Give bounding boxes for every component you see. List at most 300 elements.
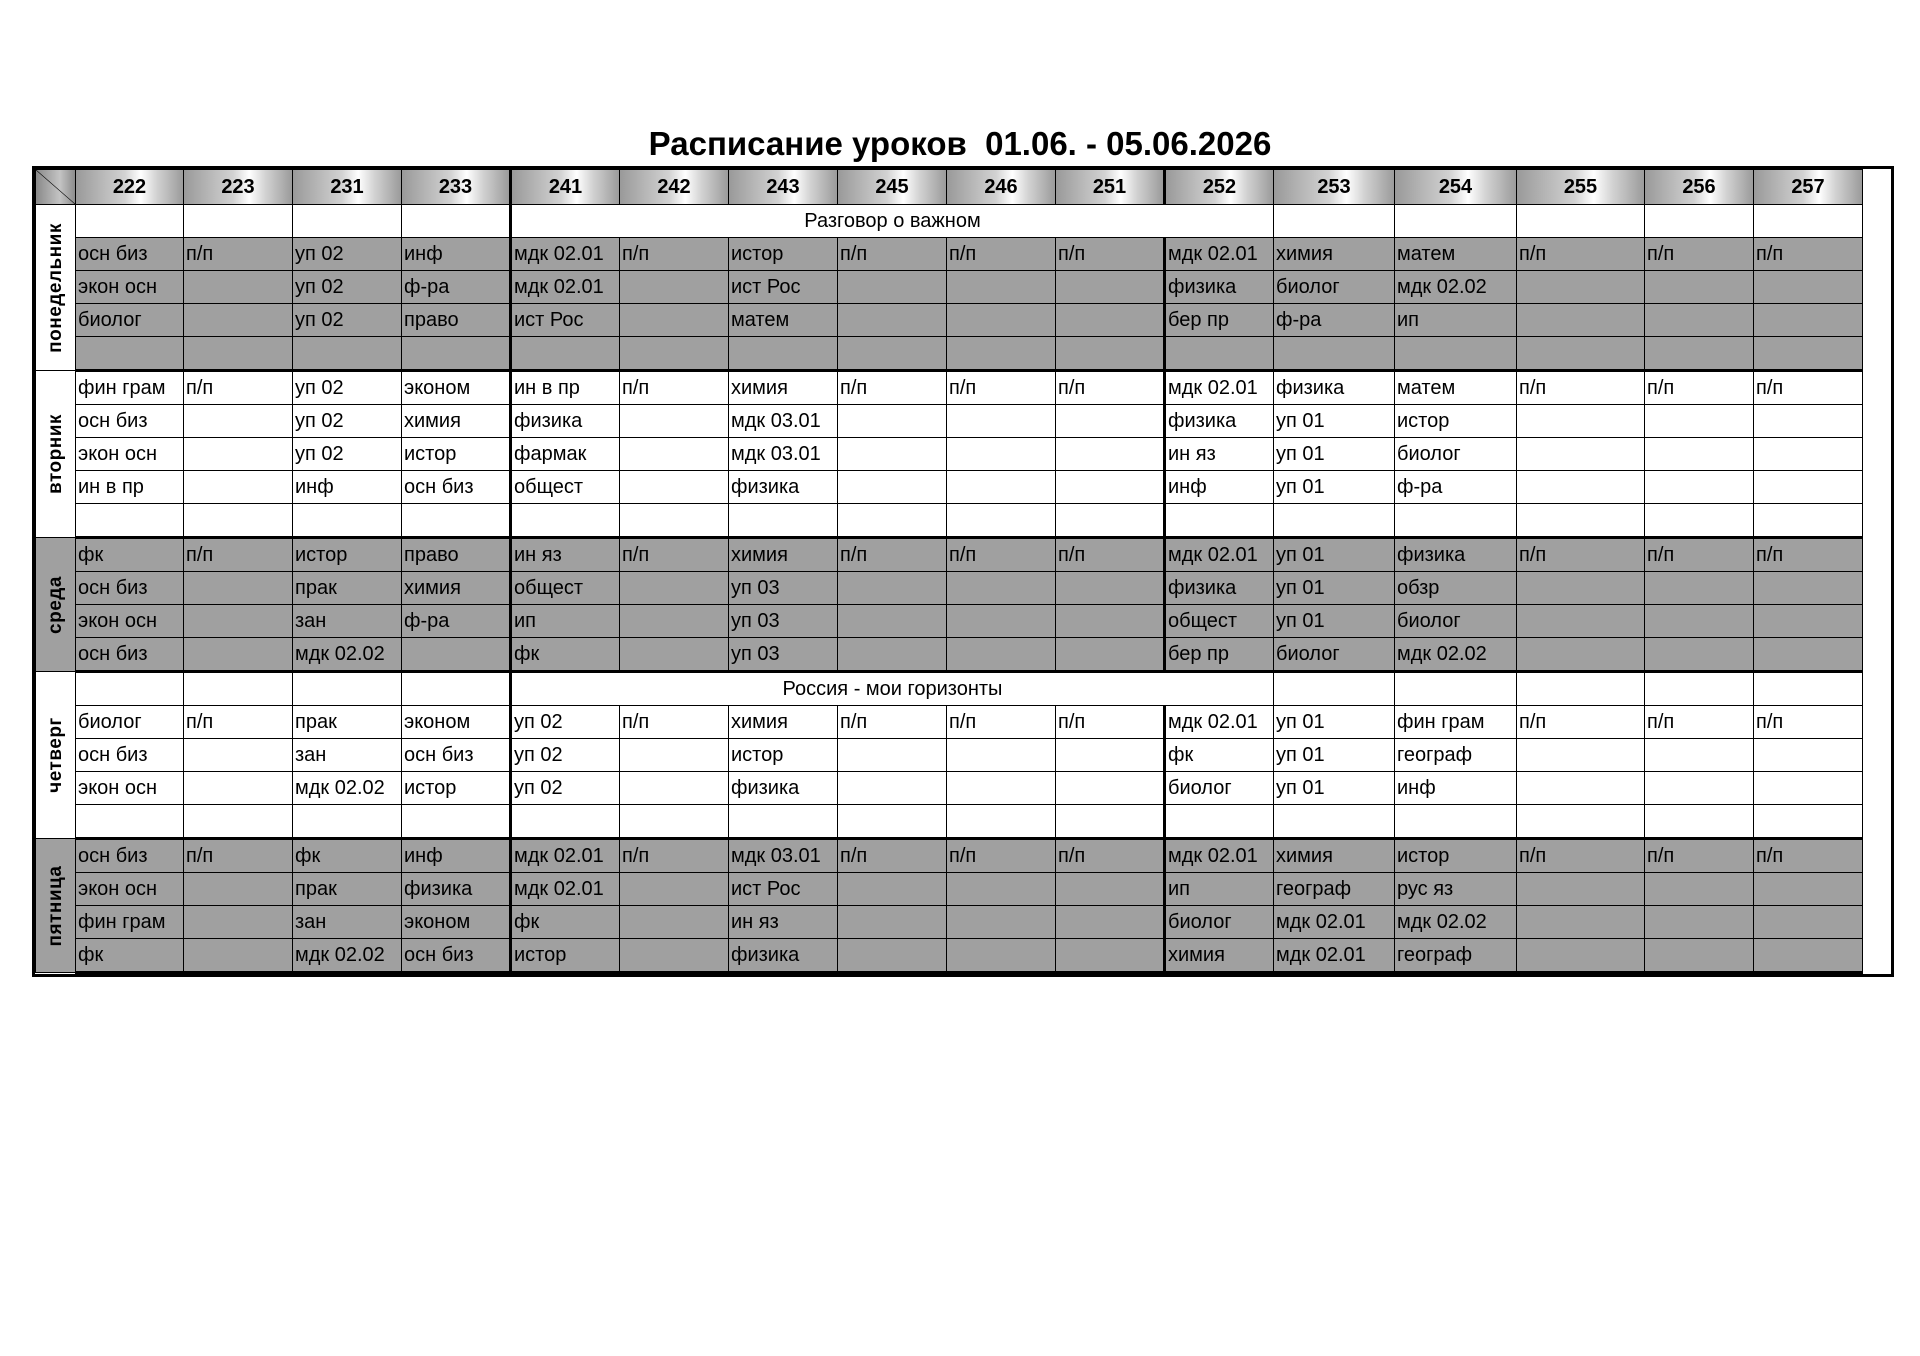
lesson-cell [1056, 337, 1165, 371]
lesson-cell: географ [1395, 939, 1517, 973]
room-header: 251 [1056, 170, 1165, 205]
day-label [36, 538, 76, 672]
lesson-cell: зан [293, 739, 402, 772]
lesson-row [36, 337, 1920, 371]
lesson-cell: уп 02 [293, 405, 402, 438]
lesson-cell [1517, 304, 1645, 337]
lesson-row [36, 638, 1920, 672]
lesson-cell: инф [402, 839, 511, 873]
lesson-cell [1645, 873, 1754, 906]
lesson-cell [1056, 304, 1165, 337]
lesson-cell [620, 939, 729, 973]
lesson-cell [1645, 405, 1754, 438]
lesson-cell: фк [76, 939, 184, 973]
lesson-cell: уп 02 [511, 739, 620, 772]
day-name: вторник [44, 414, 66, 494]
lesson-cell [947, 504, 1056, 538]
event-banner: Россия - мои горизонты [511, 672, 1274, 706]
lesson-cell [1056, 504, 1165, 538]
lesson-cell: уп 02 [293, 438, 402, 471]
empty-cell [1645, 205, 1754, 238]
lesson-cell [1056, 873, 1165, 906]
day-label [36, 672, 76, 839]
lesson-cell: уп 01 [1274, 538, 1395, 572]
lesson-cell [1754, 873, 1863, 906]
lesson-cell [1395, 805, 1517, 839]
lesson-cell: уп 01 [1274, 772, 1395, 805]
lesson-cell: физика [1395, 538, 1517, 572]
lesson-cell [402, 504, 511, 538]
lesson-row [36, 706, 1920, 739]
lesson-cell [947, 605, 1056, 638]
lesson-cell: ист Рос [729, 271, 838, 304]
day-label [36, 371, 76, 538]
lesson-cell [1754, 906, 1863, 939]
lesson-cell [1517, 805, 1645, 839]
lesson-row [36, 572, 1920, 605]
lesson-cell [838, 304, 947, 337]
lesson-cell: эконом [402, 371, 511, 405]
lesson-cell: уп 01 [1274, 739, 1395, 772]
lesson-cell: ин яз [729, 906, 838, 939]
lesson-cell: фк [511, 906, 620, 939]
lesson-cell: экон осн [76, 772, 184, 805]
lesson-cell: прак [293, 572, 402, 605]
lesson-cell [1517, 605, 1645, 638]
lesson-cell: мдк 02.01 [1165, 238, 1274, 271]
lesson-cell [947, 939, 1056, 973]
lesson-cell: п/п [838, 371, 947, 405]
lesson-cell [1165, 337, 1274, 371]
lesson-cell: эконом [402, 706, 511, 739]
lesson-cell [184, 504, 293, 538]
lesson-cell: ф-ра [1395, 471, 1517, 504]
lesson-cell [184, 906, 293, 939]
lesson-cell [1754, 772, 1863, 805]
lesson-cell: инф [1165, 471, 1274, 504]
lesson-cell: прак [293, 706, 402, 739]
lesson-cell: ф-ра [402, 605, 511, 638]
lesson-cell [1645, 739, 1754, 772]
lesson-cell: биолог [1165, 772, 1274, 805]
lesson-cell [838, 271, 947, 304]
lesson-cell: п/п [947, 371, 1056, 405]
lesson-cell [1754, 572, 1863, 605]
lesson-cell: мдк 03.01 [729, 438, 838, 471]
lesson-cell: п/п [838, 238, 947, 271]
lesson-cell [620, 504, 729, 538]
lesson-cell: бер пр [1165, 638, 1274, 672]
banner-row [36, 205, 1920, 238]
lesson-cell: п/п [1056, 706, 1165, 739]
lesson-cell [76, 337, 184, 371]
lesson-cell [1645, 805, 1754, 839]
lesson-cell [947, 638, 1056, 672]
lesson-cell [620, 772, 729, 805]
lesson-cell: мдк 02.02 [1395, 906, 1517, 939]
lesson-cell [1517, 405, 1645, 438]
lesson-cell: химия [402, 572, 511, 605]
lesson-cell [620, 906, 729, 939]
lesson-cell [1274, 504, 1395, 538]
lesson-cell [947, 906, 1056, 939]
lesson-cell [1395, 337, 1517, 371]
lesson-cell [76, 805, 184, 839]
day-name: понедельник [44, 222, 66, 353]
lesson-cell: биолог [1274, 271, 1395, 304]
lesson-cell: мдк 02.01 [1274, 906, 1395, 939]
lesson-cell: инф [1395, 772, 1517, 805]
lesson-cell: осн биз [76, 739, 184, 772]
lesson-cell: мдк 03.01 [729, 405, 838, 438]
lesson-cell [620, 739, 729, 772]
lesson-cell: право [402, 304, 511, 337]
lesson-cell [620, 271, 729, 304]
lesson-cell: прак [293, 873, 402, 906]
lesson-cell: п/п [1645, 538, 1754, 572]
lesson-cell: физика [1165, 271, 1274, 304]
event-banner: Разговор о важном [511, 205, 1274, 238]
lesson-cell [1056, 939, 1165, 973]
lesson-cell: ист Рос [511, 304, 620, 337]
room-header: 223 [184, 170, 293, 205]
lesson-cell [947, 438, 1056, 471]
lesson-cell [1056, 772, 1165, 805]
lesson-cell [1056, 605, 1165, 638]
lesson-cell: истор [293, 538, 402, 572]
empty-cell [76, 205, 184, 238]
lesson-row [36, 304, 1920, 337]
lesson-cell: п/п [1056, 371, 1165, 405]
lesson-cell [1517, 873, 1645, 906]
lesson-cell: фк [293, 839, 402, 873]
lesson-cell: зан [293, 906, 402, 939]
lesson-cell [1754, 939, 1863, 973]
lesson-cell: мдк 02.01 [511, 271, 620, 304]
empty-cell [1274, 672, 1395, 706]
lesson-row [36, 471, 1920, 504]
lesson-cell: экон осн [76, 873, 184, 906]
lesson-cell: мдк 02.02 [293, 939, 402, 973]
lesson-cell: экон осн [76, 438, 184, 471]
lesson-cell: п/п [1056, 238, 1165, 271]
empty-cell [1395, 205, 1517, 238]
lesson-cell: ф-ра [402, 271, 511, 304]
lesson-cell [947, 772, 1056, 805]
empty-cell [1517, 205, 1645, 238]
lesson-cell [293, 805, 402, 839]
lesson-cell: осн биз [402, 471, 511, 504]
lesson-cell: истор [729, 739, 838, 772]
lesson-cell [838, 939, 947, 973]
lesson-cell [620, 471, 729, 504]
lesson-cell: п/п [184, 238, 293, 271]
lesson-cell [402, 805, 511, 839]
lesson-cell [947, 572, 1056, 605]
lesson-cell: уп 03 [729, 638, 838, 672]
lesson-cell: осн биз [76, 572, 184, 605]
lesson-cell [1645, 438, 1754, 471]
lesson-row [36, 873, 1920, 906]
lesson-cell: осн биз [402, 739, 511, 772]
room-header: 243 [729, 170, 838, 205]
lesson-row [36, 605, 1920, 638]
lesson-cell: мдк 02.01 [1165, 706, 1274, 739]
lesson-cell: мдк 02.01 [511, 873, 620, 906]
lesson-cell: п/п [947, 538, 1056, 572]
lesson-cell: бер пр [1165, 304, 1274, 337]
lesson-cell: зан [293, 605, 402, 638]
day-name: пятница [44, 864, 66, 947]
lesson-cell [1754, 304, 1863, 337]
room-header: 252 [1165, 170, 1274, 205]
lesson-cell: физика [402, 873, 511, 906]
lesson-cell: общест [511, 572, 620, 605]
lesson-cell [1517, 906, 1645, 939]
lesson-cell [620, 572, 729, 605]
lesson-cell [729, 805, 838, 839]
lesson-cell [1056, 906, 1165, 939]
lesson-cell: фин грам [76, 371, 184, 405]
day-label [36, 205, 76, 371]
lesson-cell: фармак [511, 438, 620, 471]
lesson-cell [947, 337, 1056, 371]
lesson-cell [838, 572, 947, 605]
lesson-cell: рус яз [1395, 873, 1517, 906]
lesson-cell [838, 772, 947, 805]
empty-cell [1395, 672, 1517, 706]
lesson-cell: уп 01 [1274, 706, 1395, 739]
lesson-cell: эконом [402, 906, 511, 939]
lesson-cell [1165, 805, 1274, 839]
lesson-cell [1517, 572, 1645, 605]
room-header: 256 [1645, 170, 1754, 205]
lesson-cell: ин яз [511, 538, 620, 572]
lesson-cell: п/п [620, 706, 729, 739]
lesson-cell [1754, 504, 1863, 538]
lesson-cell: п/п [184, 706, 293, 739]
lesson-cell [293, 504, 402, 538]
lesson-row [36, 238, 1920, 271]
lesson-row [36, 906, 1920, 939]
lesson-cell [838, 405, 947, 438]
lesson-cell: химия [1165, 939, 1274, 973]
lesson-cell: обзр [1395, 572, 1517, 605]
lesson-cell: уп 02 [293, 238, 402, 271]
lesson-row [36, 271, 1920, 304]
lesson-cell: п/п [1754, 706, 1863, 739]
lesson-cell [511, 337, 620, 371]
lesson-cell [620, 304, 729, 337]
lesson-cell: уп 02 [293, 271, 402, 304]
lesson-cell [838, 605, 947, 638]
lesson-cell: мдк 02.01 [1165, 538, 1274, 572]
lesson-cell [1165, 504, 1274, 538]
lesson-cell: осн биз [402, 939, 511, 973]
lesson-cell [184, 572, 293, 605]
lesson-cell: п/п [1754, 371, 1863, 405]
lesson-cell [1517, 739, 1645, 772]
lesson-cell [1056, 638, 1165, 672]
empty-cell [1754, 205, 1863, 238]
lesson-cell: химия [402, 405, 511, 438]
room-header: 255 [1517, 170, 1645, 205]
empty-cell [1754, 672, 1863, 706]
lesson-cell [1056, 805, 1165, 839]
lesson-row [36, 371, 1920, 405]
lesson-cell [620, 405, 729, 438]
lesson-cell [1517, 504, 1645, 538]
lesson-cell: физика [1165, 405, 1274, 438]
lesson-cell: истор [402, 438, 511, 471]
room-header: 242 [620, 170, 729, 205]
lesson-cell: биолог [76, 706, 184, 739]
lesson-cell: истор [1395, 839, 1517, 873]
lesson-cell: п/п [1056, 538, 1165, 572]
lesson-cell [1056, 572, 1165, 605]
day-name: четверг [44, 717, 66, 793]
lesson-cell [1645, 605, 1754, 638]
lesson-cell: матем [1395, 371, 1517, 405]
lesson-cell: право [402, 538, 511, 572]
lesson-cell: географ [1395, 739, 1517, 772]
lesson-cell: уп 01 [1274, 405, 1395, 438]
lesson-cell [1645, 304, 1754, 337]
lesson-cell [838, 739, 947, 772]
empty-cell [1517, 672, 1645, 706]
lesson-cell [293, 337, 402, 371]
lesson-cell: химия [729, 538, 838, 572]
lesson-cell: инф [402, 238, 511, 271]
lesson-cell [838, 438, 947, 471]
lesson-cell [1645, 939, 1754, 973]
lesson-cell: экон осн [76, 605, 184, 638]
lesson-cell: п/п [838, 706, 947, 739]
lesson-row [36, 739, 1920, 772]
lesson-cell: п/п [1517, 706, 1645, 739]
room-header: 241 [511, 170, 620, 205]
lesson-cell [511, 805, 620, 839]
lesson-cell: химия [1274, 238, 1395, 271]
lesson-cell [1754, 605, 1863, 638]
lesson-cell: истор [402, 772, 511, 805]
lesson-cell: уп 01 [1274, 471, 1395, 504]
lesson-cell [184, 772, 293, 805]
room-header: 222 [76, 170, 184, 205]
lesson-cell: уп 01 [1274, 605, 1395, 638]
lesson-cell: биолог [1395, 605, 1517, 638]
lesson-cell: п/п [1517, 238, 1645, 271]
lesson-cell [620, 605, 729, 638]
lesson-cell [1517, 772, 1645, 805]
lesson-cell: п/п [947, 238, 1056, 271]
empty-cell [1645, 672, 1754, 706]
lesson-cell [1056, 438, 1165, 471]
lesson-cell: п/п [1056, 839, 1165, 873]
empty-cell [402, 672, 511, 706]
corner-cell [36, 170, 76, 205]
lesson-cell [838, 337, 947, 371]
lesson-cell: общест [511, 471, 620, 504]
room-header: 233 [402, 170, 511, 205]
lesson-cell [184, 271, 293, 304]
empty-cell [293, 672, 402, 706]
lesson-cell: п/п [1517, 371, 1645, 405]
lesson-cell [838, 805, 947, 839]
lesson-cell [620, 337, 729, 371]
lesson-cell [1645, 337, 1754, 371]
lesson-cell [76, 504, 184, 538]
lesson-cell: мдк 02.01 [511, 238, 620, 271]
lesson-cell: п/п [1754, 538, 1863, 572]
lesson-cell: уп 03 [729, 605, 838, 638]
lesson-cell [947, 805, 1056, 839]
room-header: 257 [1754, 170, 1863, 205]
lesson-cell [1274, 805, 1395, 839]
lesson-cell [1517, 638, 1645, 672]
room-header-row [36, 170, 1920, 205]
lesson-cell: общест [1165, 605, 1274, 638]
lesson-cell [620, 438, 729, 471]
lesson-cell: мдк 02.01 [511, 839, 620, 873]
lesson-cell [620, 805, 729, 839]
lesson-cell: мдк 02.02 [293, 772, 402, 805]
lesson-cell: уп 02 [293, 371, 402, 405]
lesson-cell: химия [729, 706, 838, 739]
lesson-cell: уп 02 [511, 706, 620, 739]
lesson-cell [947, 739, 1056, 772]
lesson-cell: биолог [1274, 638, 1395, 672]
lesson-cell: ип [1165, 873, 1274, 906]
lesson-cell: п/п [620, 238, 729, 271]
lesson-cell [838, 906, 947, 939]
lesson-cell [184, 605, 293, 638]
empty-cell [293, 205, 402, 238]
lesson-cell [838, 638, 947, 672]
lesson-cell: фк [1165, 739, 1274, 772]
room-header: 246 [947, 170, 1056, 205]
banner-row [36, 672, 1920, 706]
lesson-cell: ип [1395, 304, 1517, 337]
lesson-cell: п/п [838, 538, 947, 572]
lesson-cell [1645, 504, 1754, 538]
lesson-cell: истор [729, 238, 838, 271]
lesson-cell [1395, 504, 1517, 538]
empty-cell [76, 672, 184, 706]
lesson-cell [184, 337, 293, 371]
lesson-cell: мдк 02.02 [1395, 271, 1517, 304]
empty-cell [402, 205, 511, 238]
lesson-cell: п/п [620, 538, 729, 572]
lesson-cell: мдк 02.01 [1165, 839, 1274, 873]
lesson-cell: мдк 02.01 [1274, 939, 1395, 973]
lesson-cell: биолог [1395, 438, 1517, 471]
lesson-cell [1056, 739, 1165, 772]
lesson-cell: п/п [620, 839, 729, 873]
lesson-cell: ин в пр [511, 371, 620, 405]
lesson-cell [184, 471, 293, 504]
lesson-cell [1754, 471, 1863, 504]
lesson-cell: п/п [1517, 538, 1645, 572]
lesson-cell: фин грам [1395, 706, 1517, 739]
room-header: 253 [1274, 170, 1395, 205]
lesson-cell [947, 304, 1056, 337]
lesson-cell [1056, 405, 1165, 438]
lesson-cell: ин яз [1165, 438, 1274, 471]
lesson-cell [620, 638, 729, 672]
lesson-row [36, 772, 1920, 805]
lesson-cell [1645, 772, 1754, 805]
